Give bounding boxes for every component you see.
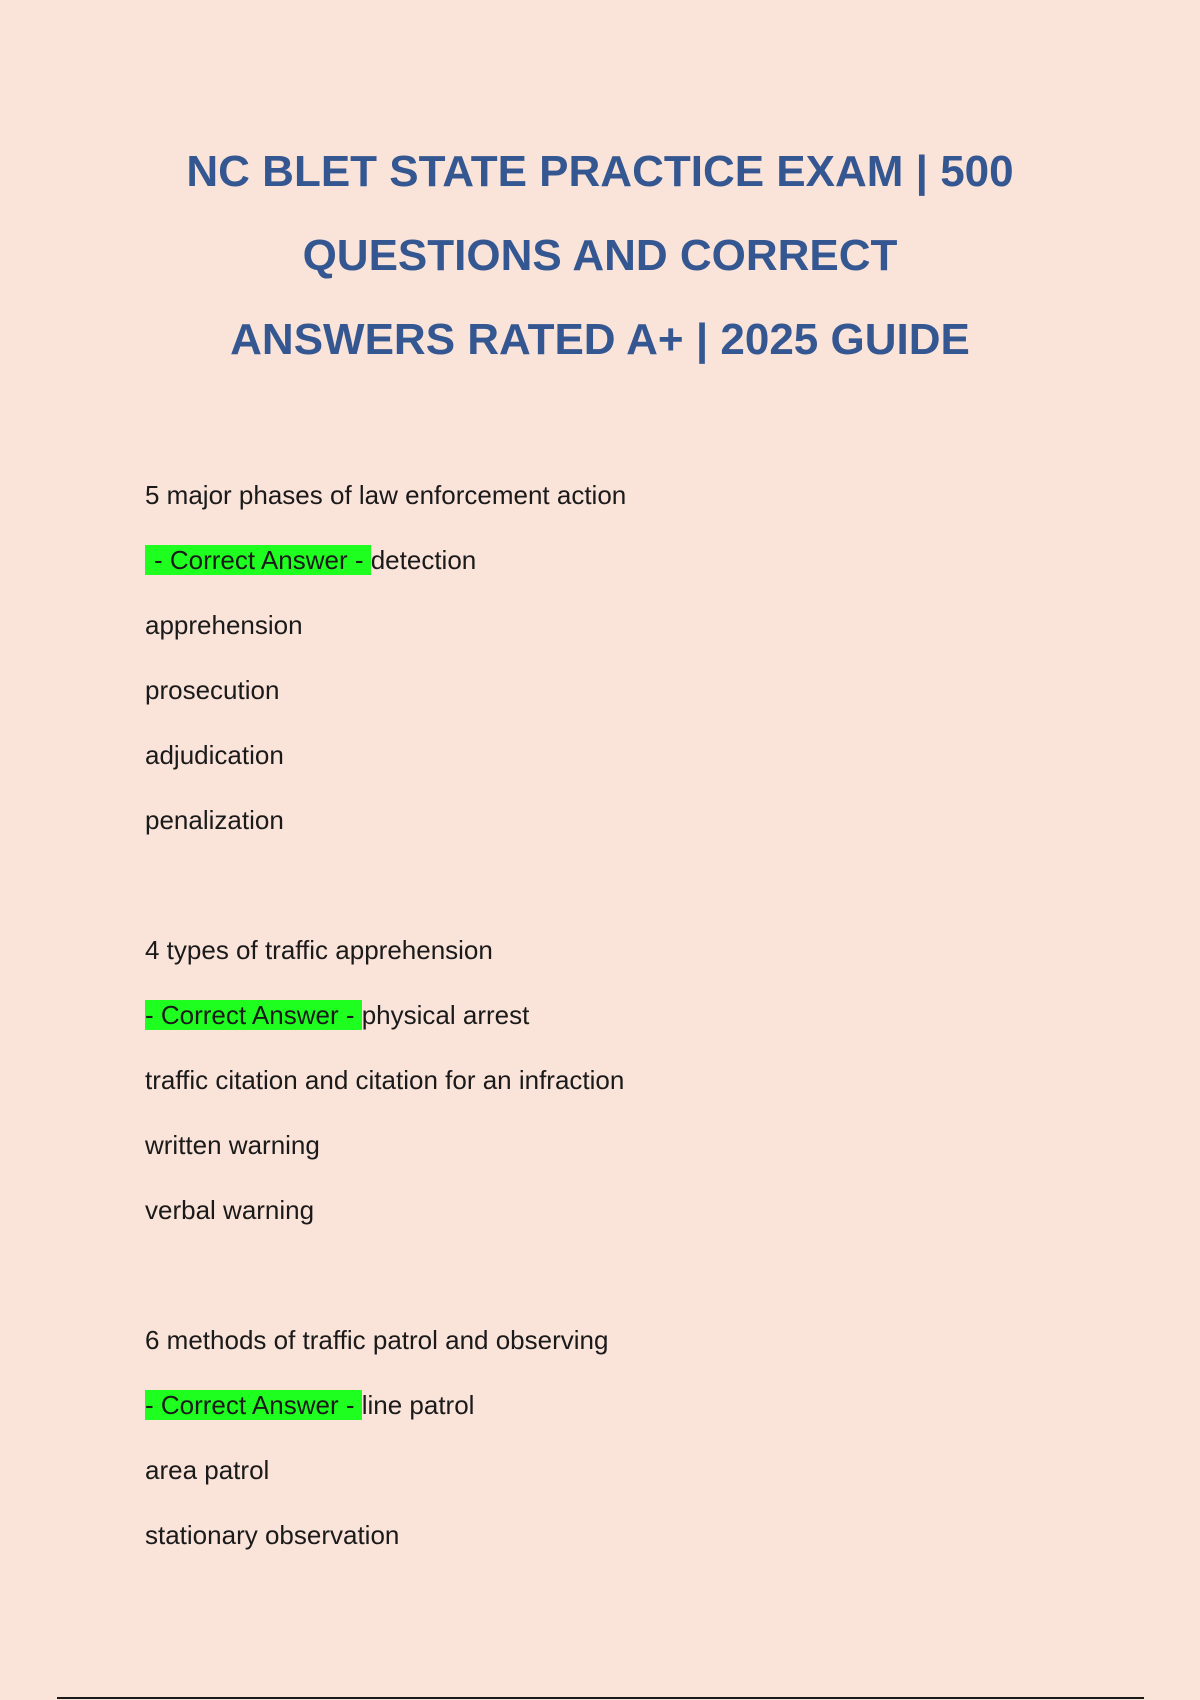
answer-text: line patrol [361, 1390, 475, 1420]
answer-line: stationary observation [145, 1520, 400, 1550]
answer-line: area patrol [145, 1455, 270, 1485]
title-line-2: QUESTIONS AND CORRECT [302, 231, 898, 280]
answer-text: detection [370, 545, 477, 575]
answer-line: verbal warning [145, 1195, 315, 1225]
qa-block-3 [145, 1325, 1045, 1585]
answer-line [145, 545, 1045, 610]
answer-line: apprehension [145, 610, 303, 640]
qa-block-1 [145, 480, 1045, 870]
qa-block-2 [145, 935, 1045, 1260]
correct-answer-highlight: - Correct Answer - [145, 1390, 362, 1420]
answer-line: traffic citation and citation for an infraction [145, 1065, 625, 1095]
question-text: 6 methods of traffic patrol and observing [145, 1325, 609, 1355]
title-line-1: NC BLET STATE PRACTICE EXAM | 500 [186, 147, 1014, 196]
answer-line [145, 1390, 1045, 1455]
title-line-3: ANSWERS RATED A+ | 2025 GUIDE [230, 315, 970, 364]
answer-text: physical arrest [361, 1000, 530, 1030]
page-title [100, 130, 1100, 382]
answer-line: prosecution [145, 675, 280, 705]
question-text: 4 types of traffic apprehension [145, 935, 493, 965]
footer-divider [57, 1697, 1144, 1699]
correct-answer-highlight: - Correct Answer - [145, 545, 371, 575]
correct-answer-highlight: - Correct Answer - [145, 1000, 362, 1030]
answer-line: written warning [145, 1130, 320, 1160]
answer-line [145, 1000, 1045, 1065]
answer-line: penalization [145, 805, 284, 835]
answer-line: adjudication [145, 740, 284, 770]
question-text: 5 major phases of law enforcement action [145, 480, 627, 510]
